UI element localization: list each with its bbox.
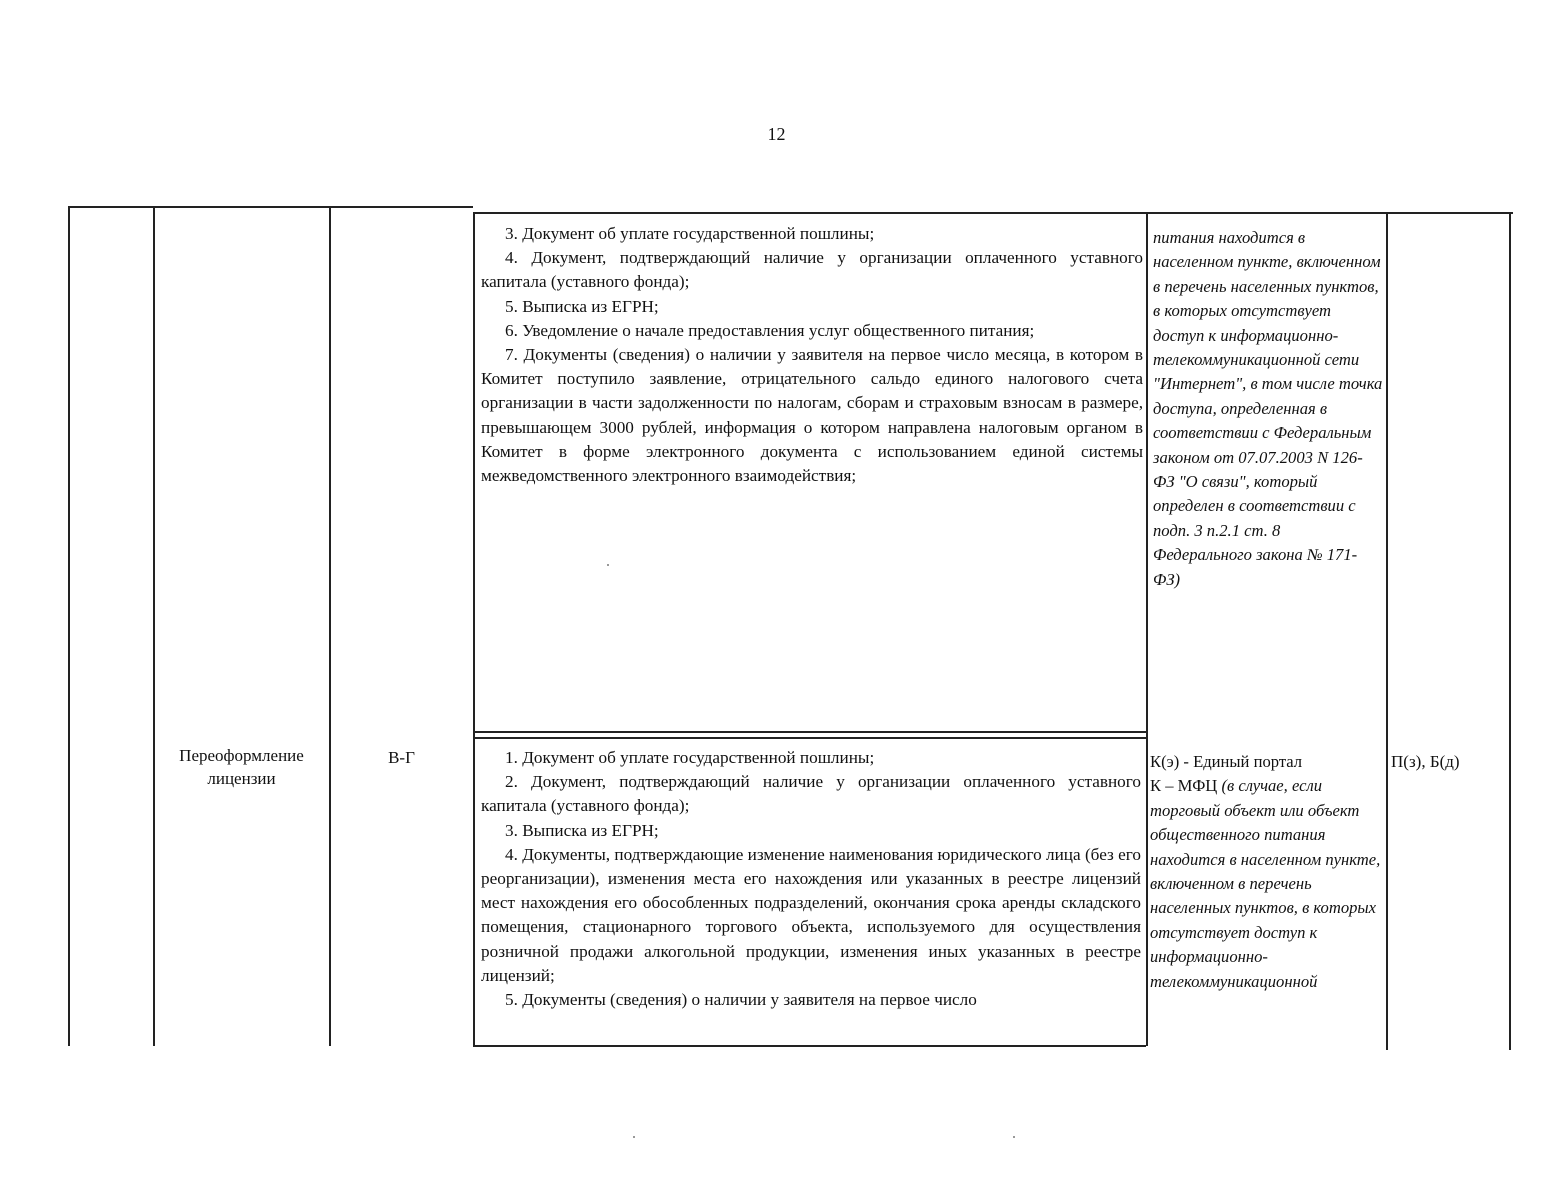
table-col-line-0 [68, 206, 70, 1046]
bottom-method-cell [1150, 750, 1384, 1044]
row-divider-a [473, 731, 1146, 733]
top-doc-item: 6. Уведомление о начале предоставления услуг общественного питания; [505, 320, 1035, 340]
table-col-line-2 [329, 206, 331, 1046]
bottom-documents-cell [481, 746, 1141, 1012]
service-name-cell: Переоформление лицензии [179, 746, 304, 788]
table-col-line-5 [1386, 212, 1388, 1050]
top-doc-item: 3. Документ об уплате государственной пошлины; [505, 224, 875, 243]
page-number: 12 [767, 124, 786, 144]
bottom-method-line2 [1150, 774, 1384, 994]
method-prefix: К – МФЦ [1150, 776, 1218, 796]
bottom-doc-item: 3. Выписка из ЕГРН; [505, 820, 659, 840]
top-doc-item: 4. Документ, подтверждающий наличие у организации оплаченного уставного капитала (уставного фонда); [481, 248, 1143, 292]
top-doc-item: 5. Выписка из ЕГРН; [505, 296, 659, 316]
table-top-border-left [68, 206, 473, 208]
bottom-doc-item: 2. Документ, подтверждающий наличие у организации оплаченного уставного капитала (уставного фонда); [481, 772, 1141, 816]
bottom-doc-item: 5. Документы (сведения) о наличии у заявителя на первое число [505, 990, 977, 1010]
top-method-note: питания находится в населенном пункте, включенном в перечень населенных пунктов, в которых отсутствует доступ к информационно-телекоммуникационной сети "Интернет", в том числе точка доступа, определенная в соответствии с Федеральным законом от 07.07.2003 N 126-ФЗ "О связи", который определен в соответствии с подп. 3 п.2.1 ст. 8 Федерального закона № 171-ФЗ) [1153, 228, 1383, 589]
table-col-line-4 [1146, 212, 1148, 1046]
top-doc-item: 7. Документы (сведения) о наличии у заявителя на первое число месяца, в котором в Комитет поступило заявление, отрицательного сальдо единого налогового счета организации в части задолженности по налогам, сборам и страховым взносам в размере, превышающем 3000 рублей, информация о котором направлена налоговым органом в Комитет в форме электронного документа с использованием единой системы межведомственного электронного взаимодействия; [481, 345, 1143, 486]
table-top-border-right [473, 212, 1513, 214]
table-col-line-3 [473, 212, 475, 1046]
top-documents-cell [481, 222, 1143, 488]
code-cell: В-Г [388, 748, 415, 767]
row-divider-b [473, 737, 1146, 739]
scan-speck [1013, 1136, 1015, 1138]
table-col-line-6 [1509, 212, 1511, 1050]
table-col-line-1 [153, 206, 155, 1046]
table-bottom-border [473, 1045, 1146, 1047]
scan-speck [607, 564, 609, 566]
bottom-method-line1: К(э) - Единый портал [1150, 752, 1303, 771]
result-cell: П(з), Б(д) [1391, 752, 1460, 771]
bottom-doc-item: 1. Документ об уплате государственной пошлины; [505, 748, 875, 767]
method-italic-note: (в случае, если торговый объект или объект общественного питания находится в населенном пункте, включенном в перечень населенных пунктов, в которых отсутствует доступ к информационно-телекоммуникационной [1150, 776, 1381, 991]
top-method-cell [1153, 226, 1383, 592]
scan-speck [633, 1136, 635, 1138]
bottom-doc-item: 4. Документы, подтверждающие изменение наименования юридического лица (без его реорганизации), изменения места его нахождения или указанных в реестре лицензий мест нахождения его обособленных подразделений, окончания срока аренды складского помещения, стационарного торгового объекта, используемого для осуществления розничной продажи алкогольной продукции, изменения иных указанных в реестре лицензий; [481, 844, 1141, 985]
